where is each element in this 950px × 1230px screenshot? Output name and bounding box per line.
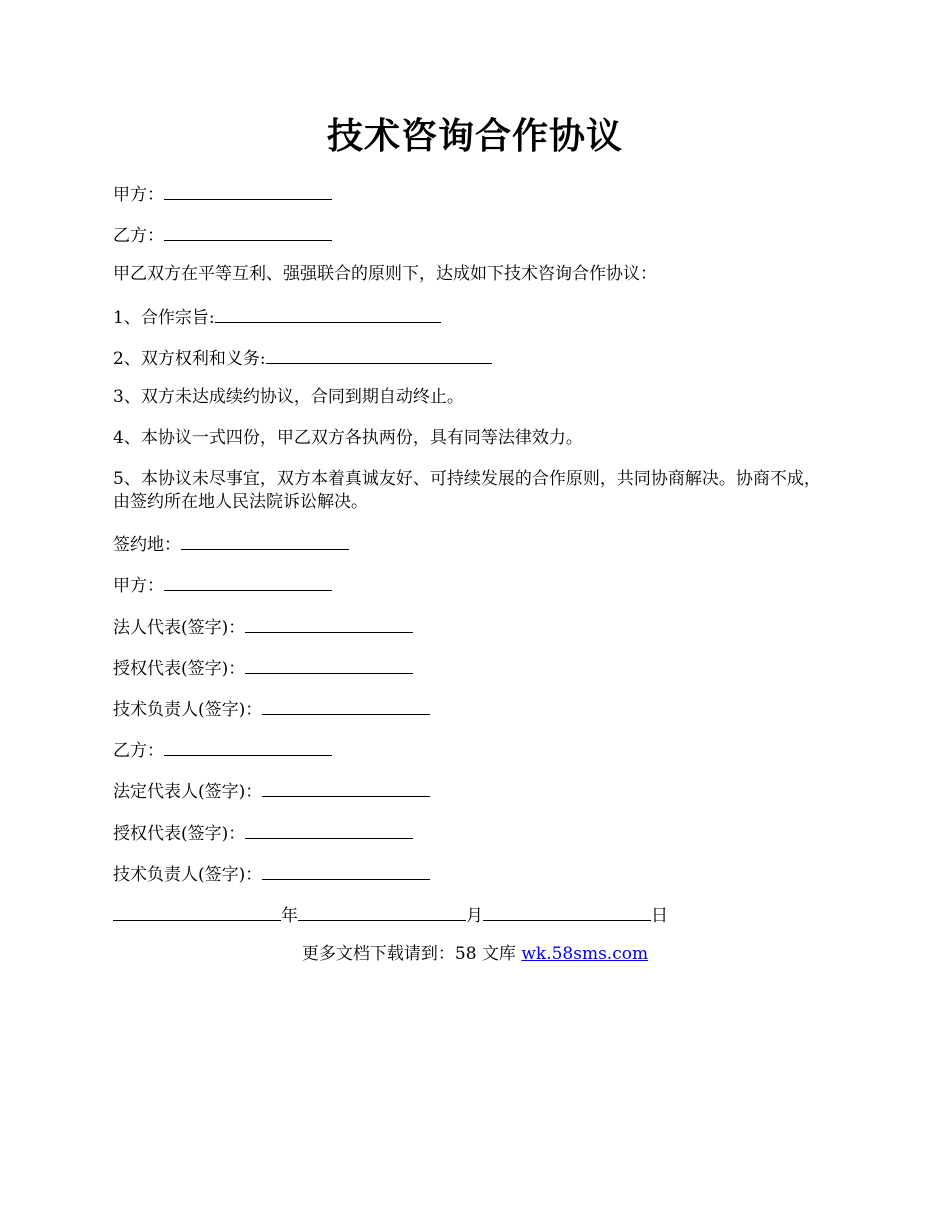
clause-2-blank[interactable] — [266, 345, 492, 364]
date-month-label: 月 — [466, 906, 483, 926]
intro-text: 甲乙双方在平等互利、强强联合的原则下，达成如下技术咨询合作协议： — [113, 264, 657, 284]
signing-place-line — [113, 531, 837, 557]
sign-b-legal-rep-blank[interactable] — [262, 778, 430, 797]
sign-b-authorized-rep-label: 授权代表(签字)： — [113, 824, 246, 844]
clause-3-text: 3、双方未达成续约协议，合同到期自动终止。 — [113, 387, 464, 407]
sign-b-party-blank[interactable] — [164, 737, 332, 756]
clause-1-label: 1、合作宗旨: — [113, 308, 215, 328]
clause-2-label: 2、双方权利和义务: — [113, 349, 266, 369]
party-a-line — [113, 181, 837, 207]
sign-a-tech-lead-line — [113, 696, 837, 722]
footer — [0, 943, 950, 966]
date-month-blank[interactable] — [298, 902, 466, 921]
sign-a-party-label: 甲方： — [113, 576, 164, 596]
sign-b-legal-rep-line — [113, 778, 837, 804]
sign-a-party-blank[interactable] — [164, 572, 332, 591]
party-b-blank[interactable] — [164, 222, 332, 241]
date-year-label: 年 — [281, 906, 298, 926]
party-a-blank[interactable] — [164, 181, 332, 200]
signing-place-blank[interactable] — [181, 531, 349, 550]
date-day-label: 日 — [651, 906, 668, 926]
date-year-blank[interactable] — [113, 902, 281, 921]
signing-place-label: 签约地： — [113, 535, 181, 555]
clause-4-text: 4、本协议一式四份，甲乙双方各执两份，具有同等法律效力。 — [113, 428, 583, 448]
clause-2-line — [113, 345, 837, 371]
sign-a-legal-rep-label: 法人代表(签字)： — [113, 618, 246, 638]
sign-b-tech-lead-blank[interactable] — [262, 861, 430, 880]
sign-a-legal-rep-blank[interactable] — [245, 614, 413, 633]
sign-a-party-line — [113, 572, 837, 598]
sign-a-authorized-rep-label: 授权代表(签字)： — [113, 659, 246, 679]
sign-a-legal-rep-line — [113, 614, 837, 640]
document-title: 技术咨询合作协议 — [326, 115, 623, 157]
clause-1-blank[interactable] — [215, 304, 441, 323]
sign-b-authorized-rep-line — [113, 820, 837, 846]
sign-b-legal-rep-label: 法定代表人(签字)： — [113, 782, 263, 802]
footer-link[interactable]: wk.58sms.com — [521, 944, 649, 964]
clause-5-text: 5、本协议未尽事宜，双方本着真诚友好、可持续发展的合作原则，共同协商解决。协商不成，由签约所在地人民法院诉讼解决。 — [113, 469, 821, 512]
party-b-label: 乙方： — [113, 226, 164, 246]
sign-a-tech-lead-label: 技术负责人(签字)： — [113, 700, 263, 720]
sign-b-authorized-rep-blank[interactable] — [245, 820, 413, 839]
sign-a-authorized-rep-blank[interactable] — [245, 655, 413, 674]
footer-text: 更多文档下载请到：58 文库 — [301, 944, 522, 964]
sign-b-tech-lead-label: 技术负责人(签字)： — [113, 865, 263, 885]
date-day-blank[interactable] — [483, 902, 651, 921]
party-b-line — [113, 222, 837, 248]
sign-a-authorized-rep-line — [113, 655, 837, 681]
sign-b-tech-lead-line — [113, 861, 837, 887]
date-line — [113, 902, 837, 928]
party-a-label: 甲方： — [113, 185, 164, 205]
sign-a-tech-lead-blank[interactable] — [262, 696, 430, 715]
clause-1-line — [113, 304, 837, 330]
sign-b-party-line — [113, 737, 837, 763]
sign-b-party-label: 乙方： — [113, 741, 164, 761]
